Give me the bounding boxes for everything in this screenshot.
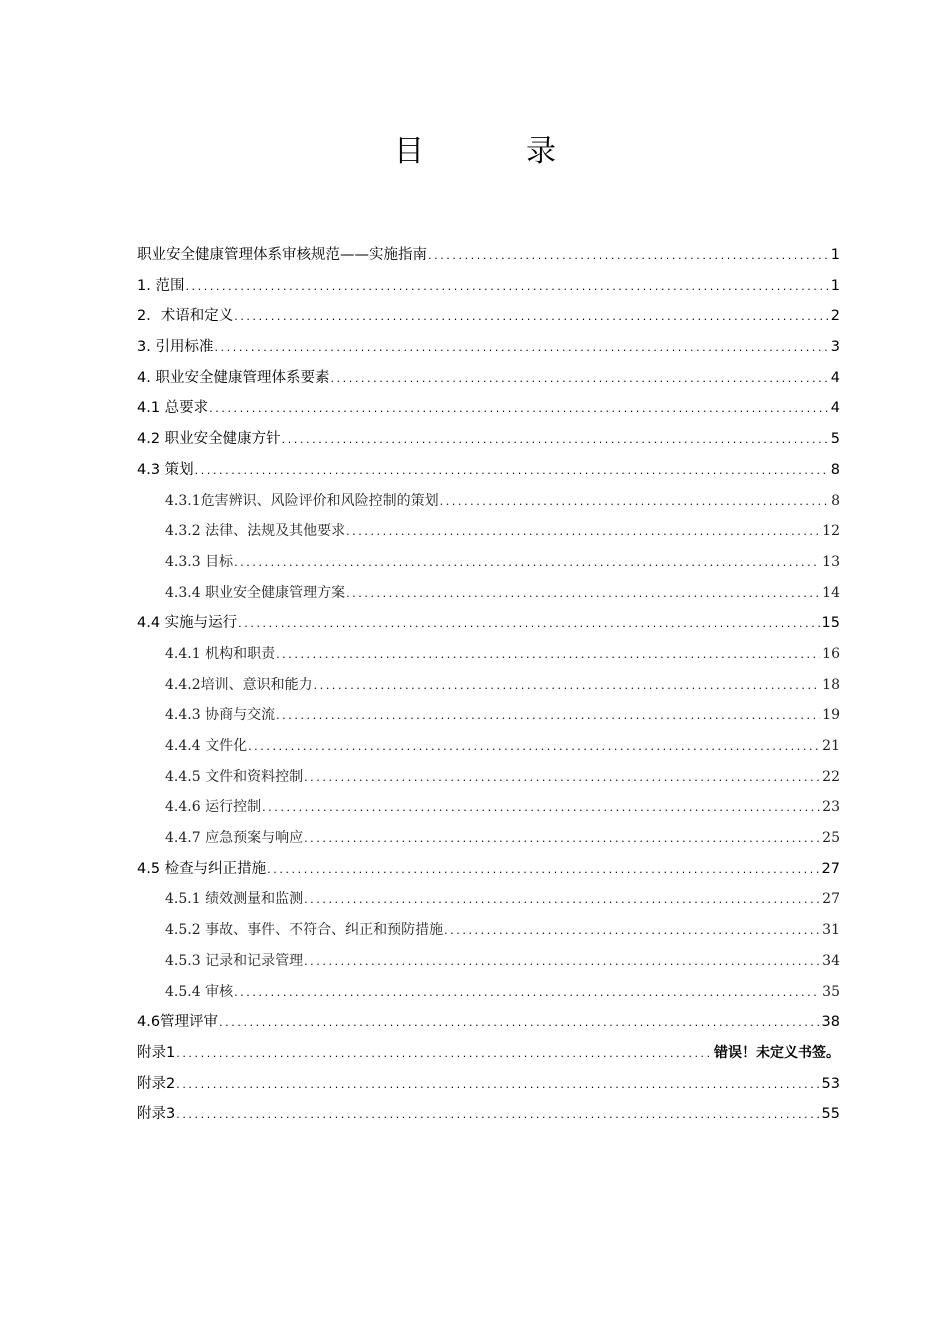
- toc-entry-page-number: 4: [830, 369, 840, 386]
- toc-entry-label: 4.4.3 协商与交流: [165, 707, 276, 724]
- toc-entry-page-number: 22: [822, 768, 840, 785]
- toc-entry-label: 2．术语和定义: [137, 308, 234, 325]
- toc-entry-label: 4.1 总要求: [137, 400, 209, 417]
- toc-entry[interactable]: [137, 516, 840, 547]
- toc-entry-page-number: 12: [822, 523, 840, 540]
- toc-entry-page-number: 18: [822, 676, 840, 693]
- toc-entry[interactable]: [137, 578, 840, 609]
- toc-entry-label: 4.2 职业安全健康方针: [137, 431, 281, 448]
- toc-leader-dots: [176, 1070, 819, 1101]
- toc-entry-label: 4.3.3 目标: [165, 553, 234, 570]
- toc-entry[interactable]: [137, 854, 840, 885]
- toc-entry-page-number: 4: [830, 400, 840, 417]
- toc-entry-label: 4.3.2 法律、法规及其他要求: [165, 523, 346, 540]
- toc-leader-dots: [176, 1100, 819, 1131]
- toc-entry-page-number: 53: [821, 1075, 840, 1092]
- toc-leader-dots: [276, 701, 820, 732]
- toc-entry-label: 4.5.1 绩效测量和监测: [165, 891, 304, 908]
- toc-entry[interactable]: [137, 1069, 840, 1100]
- toc-entry[interactable]: [137, 915, 840, 946]
- toc-entry[interactable]: [137, 240, 840, 271]
- toc-entry-page-number: 1: [830, 247, 840, 263]
- toc-entry-label: 4.6管理评审: [137, 1014, 219, 1031]
- toc-leader-dots: [248, 732, 820, 763]
- toc-leader-dots: [314, 671, 821, 702]
- toc-leader-dots: [219, 1008, 819, 1039]
- toc-entry-page-number: 5: [830, 431, 840, 448]
- toc-entry[interactable]: [137, 301, 840, 332]
- toc-leader-dots: [185, 272, 828, 303]
- toc-leader-dots: [440, 487, 829, 518]
- toc-entry[interactable]: [137, 424, 840, 455]
- toc-entry-page-number: 15: [821, 615, 840, 632]
- toc-entry-label: 职业安全健康管理体系审核规范——实施指南: [137, 247, 427, 263]
- toc-entry-label: 4.4.4 文件化: [165, 738, 248, 754]
- toc-entry-label: 4.4.5 文件和资料控制: [165, 768, 304, 785]
- toc-leader-dots: [234, 978, 820, 1009]
- toc-entry-label: 4.3 策划: [137, 461, 194, 478]
- toc-leader-dots: [238, 609, 819, 640]
- toc-entry-label: 附录2: [137, 1075, 176, 1092]
- toc-entry[interactable]: [137, 1007, 840, 1038]
- toc-entry-page-number: 13: [822, 553, 840, 570]
- toc-entry-page-number: 2: [830, 308, 840, 325]
- toc-entry[interactable]: [137, 608, 840, 639]
- toc-leader-dots: [304, 885, 820, 916]
- toc-entry-page-number: 34: [822, 952, 840, 969]
- toc-entry-label: 4.5.3 记录和记录管理: [165, 952, 304, 969]
- toc-entry[interactable]: [137, 823, 840, 854]
- toc-entry-label: 4.4.1 机构和职责: [165, 645, 276, 662]
- toc-entry[interactable]: [137, 639, 840, 670]
- toc-entry-page-number: 19: [822, 707, 840, 724]
- toc-entry[interactable]: [137, 792, 840, 823]
- toc-leader-dots: [234, 302, 829, 333]
- toc-leader-dots: [282, 425, 829, 456]
- toc-entry-error-text: 错误！未定义书签。: [714, 1044, 840, 1061]
- toc-leader-dots: [330, 364, 828, 395]
- toc-entry-label: 4.5.4 审核: [165, 983, 234, 1000]
- toc-leader-dots: [214, 333, 828, 364]
- toc-entry-label: 4.4.7 应急预案与响应: [165, 830, 304, 847]
- toc-entry[interactable]: [137, 670, 840, 701]
- toc-entry-label: 3. 引用标准: [137, 339, 214, 356]
- toc-leader-dots: [304, 947, 820, 978]
- toc-entry[interactable]: [137, 455, 840, 486]
- toc-entry-page-number: 27: [821, 860, 840, 877]
- toc-entry[interactable]: [137, 884, 840, 915]
- toc-entry[interactable]: [137, 731, 840, 762]
- toc-entry-label: 4.4 实施与运行: [137, 615, 238, 632]
- toc-entry[interactable]: [137, 1038, 840, 1069]
- toc-entry-page-number: 3: [830, 339, 840, 356]
- toc-entry-page-number: 1: [830, 277, 840, 294]
- toc-entry-page-number: 38: [821, 1014, 840, 1031]
- toc-entry[interactable]: [137, 1099, 840, 1130]
- toc-entry[interactable]: [137, 946, 840, 977]
- toc-entry[interactable]: [137, 393, 840, 424]
- toc-entry-label: 附录1: [137, 1044, 176, 1061]
- toc-entry[interactable]: [137, 547, 840, 578]
- toc-leader-dots: [444, 916, 820, 947]
- toc-leader-dots: [304, 824, 820, 855]
- toc-leader-dots: [195, 456, 829, 487]
- toc-entry-page-number: 8: [831, 492, 840, 509]
- toc-entry[interactable]: [137, 363, 840, 394]
- toc-entry-label: 4.4.6 运行控制: [165, 799, 262, 816]
- toc-entry[interactable]: [137, 332, 840, 363]
- toc-leader-dots: [346, 517, 820, 548]
- toc-entry-page-number: 35: [822, 983, 840, 1000]
- toc-entry-label: 4.4.2培训、意识和能力: [165, 676, 313, 693]
- toc-entry-page-number: 31: [822, 922, 840, 939]
- toc-entry[interactable]: [137, 700, 840, 731]
- toc-leader-dots: [304, 763, 820, 794]
- page-title: 目 录: [394, 134, 592, 169]
- toc-entry-label: 4.3.4 职业安全健康管理方案: [165, 584, 346, 601]
- toc-leader-dots: [346, 579, 820, 610]
- toc-entry-page-number: 14: [822, 584, 840, 601]
- table-of-contents: [137, 240, 840, 1130]
- toc-entry-page-number: 16: [822, 645, 840, 662]
- toc-entry-label: 1. 范围: [137, 277, 185, 294]
- toc-leader-dots: [262, 793, 820, 824]
- toc-entry-label: 4.5 检查与纠正措施: [137, 860, 267, 877]
- toc-entry-page-number: 25: [822, 830, 840, 847]
- toc-entry[interactable]: [137, 762, 840, 793]
- toc-leader-dots: [176, 1039, 712, 1070]
- toc-entry-label: 4.3.1危害辨识、风险评价和风险控制的策划: [165, 492, 439, 509]
- toc-entry-page-number: 27: [822, 891, 840, 908]
- toc-entry-label: 附录3: [137, 1106, 176, 1123]
- toc-entry[interactable]: [137, 271, 840, 302]
- toc-entry[interactable]: [137, 977, 840, 1008]
- toc-leader-dots: [209, 394, 829, 425]
- toc-entry-page-number: 8: [830, 461, 840, 478]
- toc-entry-label: 4.5.2 事故、事件、不符合、纠正和预防措施: [165, 922, 444, 939]
- toc-leader-dots: [428, 241, 829, 272]
- toc-entry-label: 4. 职业安全健康管理体系要素: [137, 369, 330, 386]
- toc-entry-page-number: 55: [821, 1106, 840, 1123]
- toc-leader-dots: [267, 855, 819, 886]
- toc-entry-page-number: 21: [822, 738, 840, 754]
- toc-leader-dots: [234, 548, 820, 579]
- toc-entry-page-number: 23: [822, 799, 840, 816]
- toc-entry[interactable]: [137, 486, 840, 517]
- toc-leader-dots: [276, 640, 820, 671]
